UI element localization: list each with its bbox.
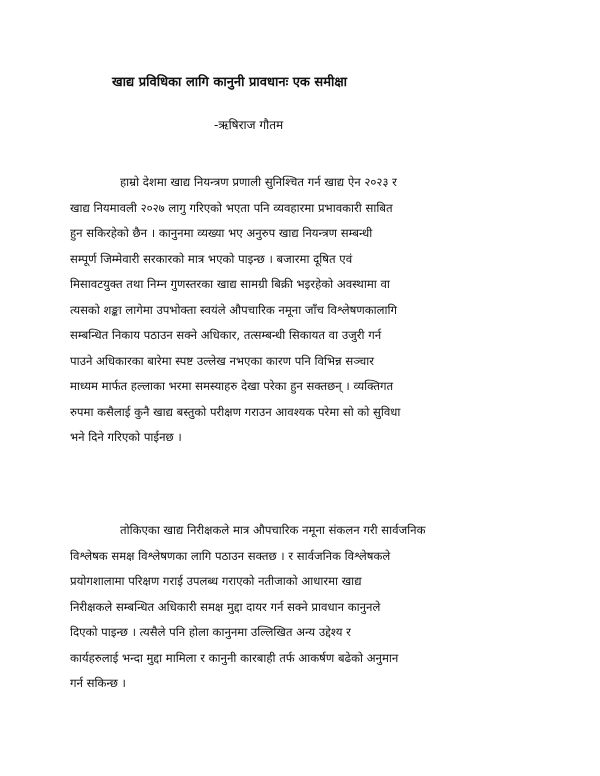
paragraph-line: सम्बन्धित निकाय पठाउन सक्ने अधिकार, तत्सम्बन्धी सिकायत वा उजुरी गर्न [70,328,382,342]
author-byline: -ऋषिराज गौतम [214,118,284,132]
paragraph-line: गर्न सकिन्छ । [70,676,126,690]
paragraph-line: खाद्य नियमावली २०२७ लागु गरिएको भएता पनि व्यवहारमा प्रभावकारी साबित [70,200,393,215]
paragraph-line: रुपमा कसैलाई कुनै खाद्य बस्तुको परीक्षण गराउन आवश्यक परेमा सो को सुविधा [70,404,401,419]
document-title: खाद्य प्रविधिका लागि कानुनी प्रावधानः एक समीक्षा [112,75,348,90]
paragraph-line: त्यसको शङ्का लागेमा उपभोक्ता स्वयंले औपचारिक नमूना जाँच विश्लेषणकालागि [70,302,398,317]
paragraph-line: भने दिने गरिएको पाईनछ । [70,430,182,444]
paragraph-line: दिएको पाइन्छ । त्यसैले पनि होला कानुनमा उल्लिखित अन्य उद्देश्य र [70,625,351,639]
paragraph-line: विश्लेषक समक्ष विश्लेषणका लागि पठाउन सक्तछ । र सार्वजनिक विश्लेषकले [70,548,391,563]
paragraph-2 [70,518,530,697]
paragraph-1 [70,170,530,451]
paragraph-line: तोकिएका खाद्य निरीक्षकले मात्र औपचारिक नमूना संकलन गरी सार्वजनिक [120,523,426,537]
paragraph-line: हुन सकिरहेको छैन । कानुनमा व्यख्या भए अनुरुप खाद्य नियन्त्रण सम्बन्धी [70,226,373,240]
paragraph-line: सम्पूर्ण जिम्मेवारी सरकारको मात्र भएको पाइन्छ । बजारमा दूषित एवं [70,251,353,266]
paragraph-line: हाम्रो देशमा खाद्य नियन्त्रण प्रणाली सुनिश्चित गर्न खाद्य ऐन २०२३ र [120,175,397,189]
paragraph-line: निरीक्षकले सम्बन्धित अधिकारी समक्ष मुद्दा दायर गर्न सक्ने प्रावधान कानुनले [70,599,381,614]
paragraph-line: प्रयोगशालामा परिक्षण गराई उपलब्ध गराएको नतीजाको आधारमा खाद्य [70,574,362,588]
paragraph-line: माध्यम मार्फत हल्लाका भरमा समस्याहरु देखा परेका हुन सक्तछन् । व्यक्तिगत [70,379,394,393]
paragraph-line: मिसावटयुक्त तथा निम्न गुणस्तरका खाद्य सामग्री बिक्री भइरहेको अवस्थामा वा [70,277,390,291]
paragraph-line: पाउने अधिकारका बारेमा स्पष्ट उल्लेख नभएका कारण पनि विभिन्न सञ्चार [70,353,374,368]
paragraph-line: कार्यहरुलाई भन्दा मुद्दा मामिला र कानुनी कारबाही तर्फ आकर्षण बढेको अनुमान [70,650,399,665]
